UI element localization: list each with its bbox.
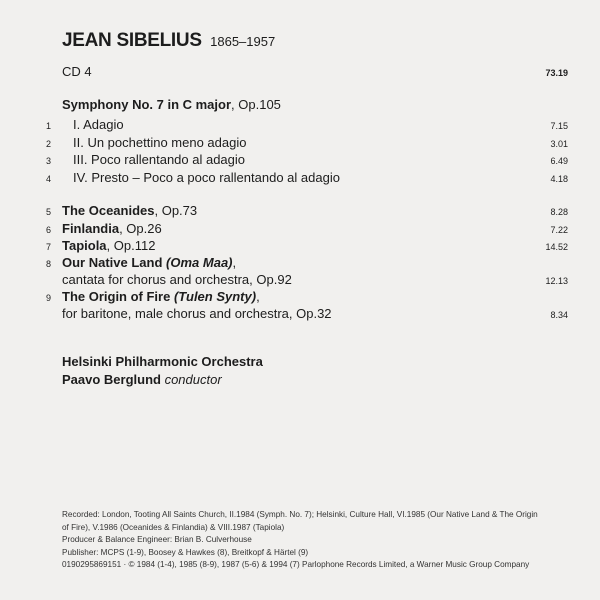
track-row xyxy=(0,203,600,221)
orchestra-name: Helsinki Philharmonic Orchestra xyxy=(62,354,263,369)
conductor-line xyxy=(62,372,222,387)
track-title: Our Native Land xyxy=(62,255,163,270)
credits xyxy=(62,509,572,572)
track-row xyxy=(0,152,600,170)
track-number: 2 xyxy=(45,139,51,149)
track-duration: 7.22 xyxy=(550,225,568,235)
track-number: 8 xyxy=(45,259,51,269)
credits-line: of Fire), V.1986 (Oceanides & Finlandia) & VIII.1987 (Tapiola) xyxy=(62,522,285,532)
credits-line: 0190295869151 · © 1984 (1-4), 1985 (8-9), 1987 (5-6) & 1994 (7) Parlophone Records Limited, a Warner Music Group Company xyxy=(62,560,530,570)
track-title: Finlandia xyxy=(62,221,120,236)
track-duration: 6.49 xyxy=(550,156,568,166)
track-row xyxy=(0,170,600,188)
track-subtitle: (Oma Maa) xyxy=(166,255,233,270)
credits-line: Publisher: MCPS (1-9), Boosey & Hawkes (8), Breitkopf & Härtel (9) xyxy=(62,547,309,557)
track-title: I. Adagio xyxy=(73,117,124,132)
track-title: IV. Presto – Poco a poco rallentando al adagio xyxy=(73,170,340,185)
track-duration: 4.18 xyxy=(550,174,568,184)
track-duration: 7.15 xyxy=(550,121,568,131)
track-number: 9 xyxy=(45,293,51,303)
symphony-title: Symphony No. 7 in C major xyxy=(62,97,232,112)
track-duration: 12.13 xyxy=(545,276,568,286)
track-duration: 8.34 xyxy=(550,310,568,320)
track-description: cantata for chorus and orchestra, Op.92 xyxy=(62,272,292,287)
cd-total-duration: 73.19 xyxy=(545,68,568,78)
track-number: 7 xyxy=(45,242,51,252)
track-duration: 3.01 xyxy=(550,139,568,149)
track-row-continued xyxy=(0,272,600,290)
track-duration: 8.28 xyxy=(550,207,568,217)
track-row-continued xyxy=(0,306,600,324)
track-number: 5 xyxy=(45,207,51,217)
track-title: II. Un pochettino meno adagio xyxy=(73,135,247,150)
track-row xyxy=(0,289,600,307)
track-duration: 14.52 xyxy=(545,242,568,252)
track-title: Tapiola xyxy=(62,238,107,253)
cd-label: CD 4 xyxy=(62,64,92,79)
track-opus: , xyxy=(256,289,260,304)
conductor-name: Paavo Berglund xyxy=(62,372,161,387)
track-number: 3 xyxy=(45,156,51,166)
track-opus: , xyxy=(232,255,237,270)
conductor-role: conductor xyxy=(160,372,222,387)
track-title: III. Poco rallentando al adagio xyxy=(73,152,246,167)
credits-line: Producer & Balance Engineer: Brian B. Culverhouse xyxy=(62,535,252,545)
track-description: for baritone, male chorus and orchestra, Op.32 xyxy=(62,306,332,321)
track-number: 4 xyxy=(45,174,51,184)
track-opus: , Op.26 xyxy=(119,221,162,236)
track-opus: , Op.112 xyxy=(106,238,156,253)
track-title: The Oceanides xyxy=(62,203,155,218)
composer-dates: 1865–1957 xyxy=(210,34,276,49)
header xyxy=(62,30,275,52)
track-row xyxy=(0,255,600,273)
symphony-heading xyxy=(0,97,600,115)
track-opus: , Op.73 xyxy=(154,203,198,218)
credits-line: Recorded: London, Tooting All Saints Church, II.1984 (Symph. No. 7); Helsinki, Culture Hall, VI.1985 (Our Native Land & The Origin xyxy=(62,510,538,519)
track-number: 6 xyxy=(45,225,51,235)
track-row xyxy=(0,221,600,239)
track-subtitle: (Tulen Synty) xyxy=(173,289,257,304)
track-row xyxy=(0,238,600,256)
track-row xyxy=(0,117,600,135)
track-number: 1 xyxy=(45,121,51,131)
symphony-opus: , Op.105 xyxy=(231,97,281,112)
track-row xyxy=(0,135,600,153)
composer-name: JEAN SIBELIUS xyxy=(62,30,202,51)
track-title: The Origin of Fire xyxy=(62,289,171,304)
